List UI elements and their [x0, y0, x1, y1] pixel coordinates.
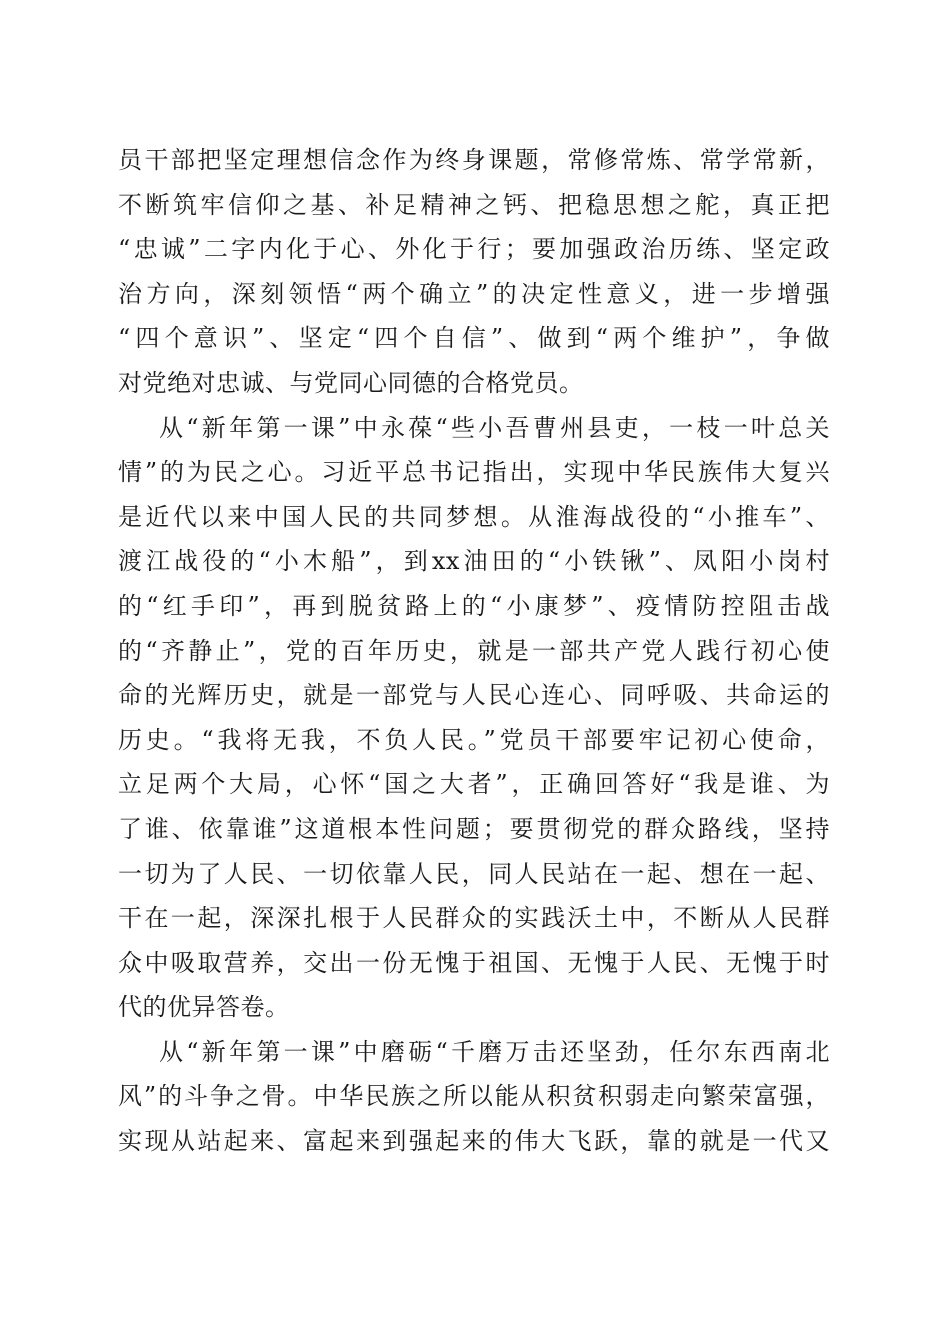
text-line: 的“齐静止”，党的百年历史，就是一部共产党人践行初心使: [118, 636, 830, 665]
text-line: 从“新年第一课”中磨砺“千磨万击还坚劲，任尔东西南北: [159, 1037, 830, 1066]
document-body: [118, 138, 830, 1164]
text-line: 实现从站起来、富起来到强起来的伟大飞跃，靠的就是一代又: [118, 1127, 830, 1156]
text-line: 命的光辉历史，就是一部党与人民心连心、同呼吸、共命运的: [118, 681, 830, 710]
text-line: 治方向，深刻领悟“两个确立”的决定性意义，进一步增强: [118, 279, 830, 308]
text-line: 代的优异答卷。: [118, 993, 290, 1022]
paragraph-1: [118, 138, 830, 406]
text-line: 了谁、依靠谁”这道根本性问题；要贯彻党的群众路线，坚持: [118, 814, 830, 843]
text-line: 的“红手印”，再到脱贫路上的“小康梦”、疫情防控阻击战: [118, 591, 830, 620]
text-line: 不断筑牢信仰之基、补足精神之钙、把稳思想之舵，真正把: [118, 190, 830, 219]
text-line: 渡江战役的“小木船”，到xx油田的“小铁锹”、凤阳小岗村: [118, 547, 830, 576]
text-line: 立足两个大局，心怀“国之大者”，正确回答好“我是谁、为: [118, 770, 830, 799]
text-line: 员干部把坚定理想信念作为终身课题，常修常炼、常学常新，: [118, 146, 830, 174]
text-line: 众中吸取营养，交出一份无愧于祖国、无愧于人民、无愧于时: [118, 948, 830, 977]
text-line: 历史。“我将无我，不负人民。”党员干部要牢记初心使命，: [118, 725, 830, 754]
text-line: “忠诚”二字内化于心、外化于行；要加强政治历练、坚定政: [118, 235, 830, 264]
text-line: 风”的斗争之骨。中华民族之所以能从积贫积弱走向繁荣富强，: [118, 1082, 830, 1111]
text-line: “四个意识”、坚定“四个自信”、做到“两个维护”，争做: [118, 324, 830, 353]
paragraph-3: [118, 1030, 830, 1164]
text-line: 是近代以来中国人民的共同梦想。从淮海战役的“小推车”、: [118, 502, 830, 531]
text-line: 情”的为民之心。习近平总书记指出，实现中华民族伟大复兴: [118, 458, 830, 487]
text-line: 从“新年第一课”中永葆“些小吾曹州县吏，一枝一叶总关: [159, 413, 830, 442]
paragraph-2: [118, 406, 830, 1030]
text-line: 对党绝对忠诚、与党同心同德的合格党员。: [118, 368, 584, 397]
text-line: 干在一起，深深扎根于人民群众的实践沃土中，不断从人民群: [118, 904, 830, 933]
text-line: 一切为了人民、一切依靠人民，同人民站在一起、想在一起、: [118, 859, 830, 888]
